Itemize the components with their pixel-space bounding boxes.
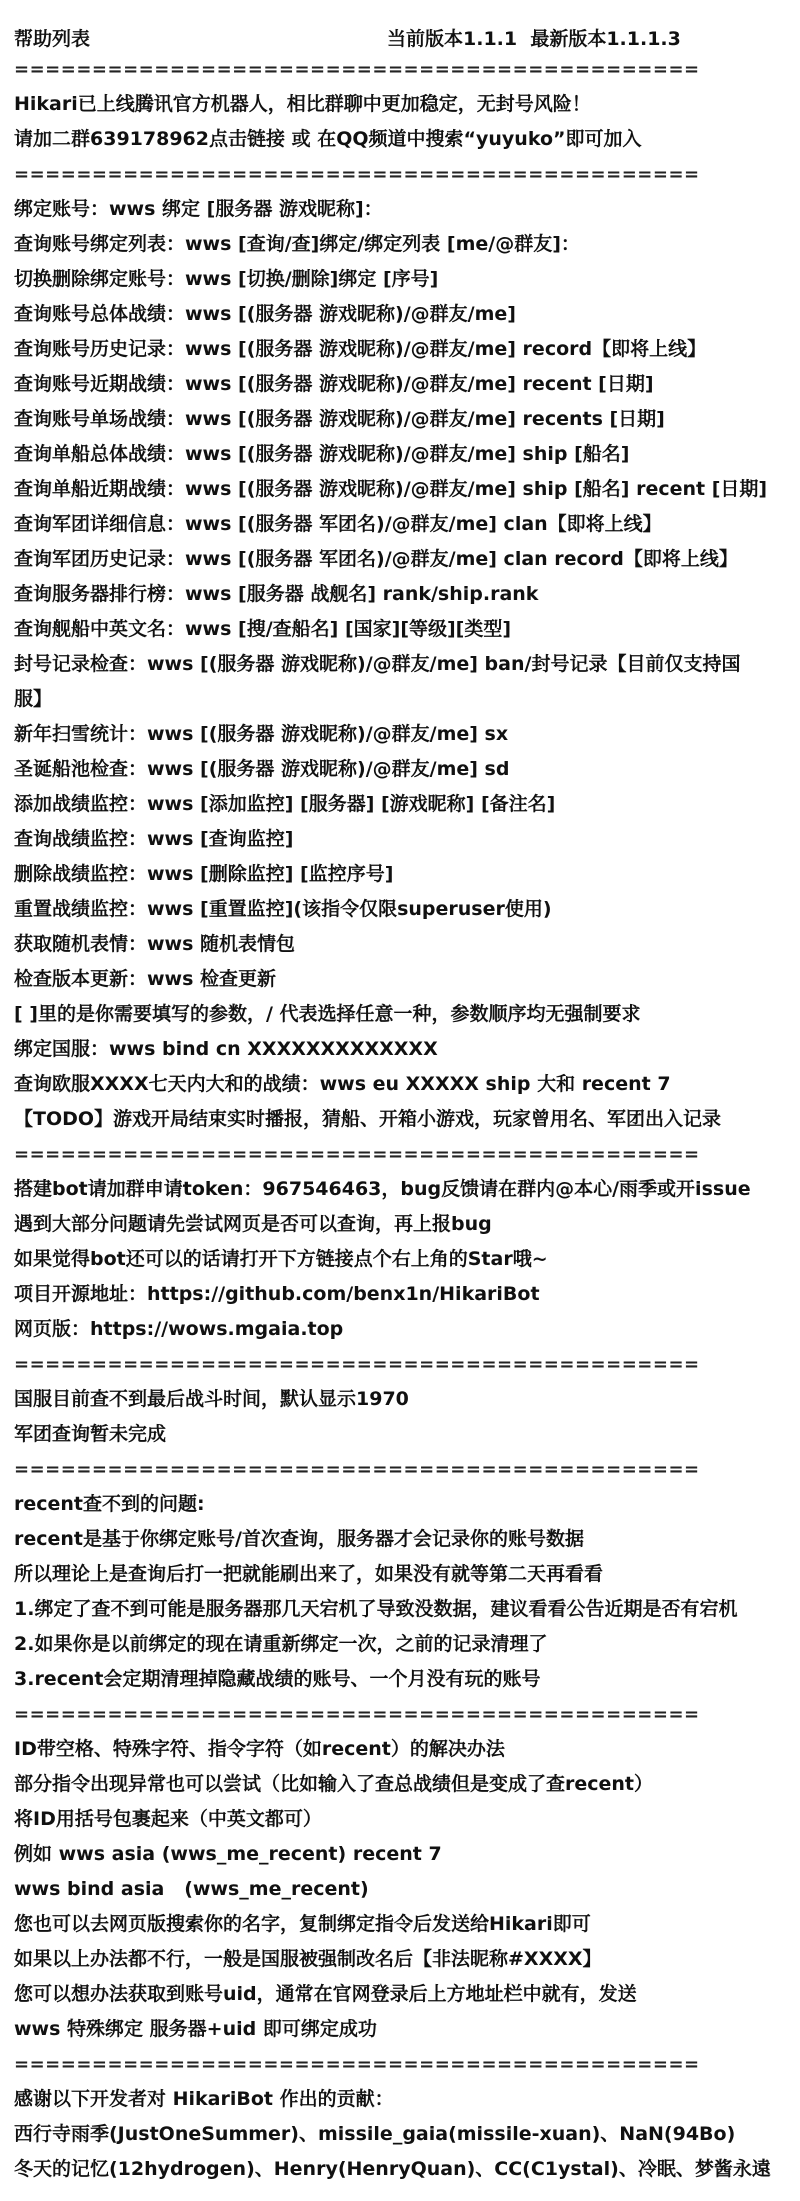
help-line: 重置战绩监控：wws [重置监控](该指令仅限superuser使用) bbox=[14, 898, 552, 920]
help-content bbox=[14, 52, 794, 2187]
help-line: [ ]里的是你需要填写的参数，/ 代表选择任意一种，参数顺序均无强制要求 bbox=[14, 1003, 641, 1025]
help-line: 查询账号单场战绩：wws [(服务器 游戏昵称)/@群友/me] recents [日期] bbox=[14, 408, 665, 430]
help-line: 3.recent会定期清理掉隐藏战绩的账号、一个月没有玩的账号 bbox=[14, 1668, 541, 1690]
help-line: wws bind asia (wws_me_recent) bbox=[14, 1878, 369, 1900]
help-line: 绑定账号：wws 绑定 [服务器 游戏昵称]： bbox=[14, 198, 383, 220]
help-line: 获取随机表情：wws 随机表情包 bbox=[14, 933, 296, 955]
help-line: 请加二群639178962点击链接 或 在QQ频道中搜索“yuyuko”即可加入 bbox=[14, 128, 642, 150]
help-line: 服】 bbox=[14, 688, 53, 710]
help-line: 查询舰船中英文名：wws [搜/查船名] [国家][等级][类型] bbox=[14, 618, 512, 640]
separator-line: ============================================ bbox=[14, 1354, 700, 1375]
help-line: 封号记录检查：wws [(服务器 游戏昵称)/@群友/me] ban/封号记录【目前仅支持国 bbox=[14, 653, 741, 675]
separator-line: ============================================ bbox=[14, 59, 700, 80]
help-line: 查询单船总体战绩：wws [(服务器 游戏昵称)/@群友/me] ship [船名] bbox=[14, 443, 630, 465]
help-line: 感谢以下开发者对 HikariBot 作出的贡献： bbox=[14, 2088, 394, 2110]
separator-line: ============================================ bbox=[14, 164, 700, 185]
help-line: 查询账号历史记录：wws [(服务器 游戏昵称)/@群友/me] record【即将上线】 bbox=[14, 338, 707, 360]
help-line: 您也可以去网页版搜索你的名字，复制绑定指令后发送给Hikari即可 bbox=[14, 1913, 591, 1935]
help-line: 冬天的记忆(12hydrogen)、Henry(HenryQuan)、CC(C1ystal)、冷眠、梦酱永遠 bbox=[14, 2158, 771, 2180]
help-line: 1.绑定了查不到可能是服务器那几天宕机了导致没数据，建议看看公告近期是否有宕机 bbox=[14, 1598, 738, 1620]
separator-line: ============================================ bbox=[14, 1704, 700, 1725]
help-line: 添加战绩监控：wws [添加监控] [服务器] [游戏昵称] [备注名] bbox=[14, 793, 556, 815]
help-line: 例如 wws asia (wws_me_recent) recent 7 bbox=[14, 1843, 442, 1865]
help-line: 查询账号总体战绩：wws [(服务器 游戏昵称)/@群友/me] bbox=[14, 303, 516, 325]
help-line: 查询战绩监控：wws [查询监控] bbox=[14, 828, 294, 850]
page-title: 帮助列表 bbox=[14, 28, 91, 50]
separator-line: ============================================ bbox=[14, 1144, 700, 1165]
help-line: 查询欧服XXXX七天内大和的战绩：wws eu XXXXX ship 大和 recent 7 bbox=[14, 1073, 671, 1095]
help-line: 新年扫雪统计：wws [(服务器 游戏昵称)/@群友/me] sx bbox=[14, 723, 509, 745]
help-line: 绑定国服：wws bind cn XXXXXXXXXXXXX bbox=[14, 1038, 438, 1060]
help-line: 2.如果你是以前绑定的现在请重新绑定一次，之前的记录清理了 bbox=[14, 1633, 548, 1655]
separator-line: ============================================ bbox=[14, 1459, 700, 1480]
help-line: Hikari已上线腾讯官方机器人，相比群聊中更加稳定，无封号风险！ bbox=[14, 93, 591, 115]
help-line: 如果觉得bot还可以的话请打开下方链接点个右上角的Star哦~ bbox=[14, 1248, 548, 1270]
help-line: 部分指令出现异常也可以尝试（比如输入了查总战绩但是变成了查recent） bbox=[14, 1773, 654, 1795]
help-line: ID带空格、特殊字符、指令字符（如recent）的解决办法 bbox=[14, 1738, 505, 1760]
help-line: 查询账号绑定列表：wws [查询/查]绑定/绑定列表 [me/@群友]： bbox=[14, 233, 580, 255]
separator-line: ============================================ bbox=[14, 2054, 700, 2075]
help-line: 查询账号近期战绩：wws [(服务器 游戏昵称)/@群友/me] recent [日期] bbox=[14, 373, 654, 395]
version-info: 当前版本1.1.1 最新版本1.1.1.3 bbox=[387, 28, 681, 50]
help-line: 删除战绩监控：wws [删除监控] [监控序号] bbox=[14, 863, 394, 885]
help-line: 检查版本更新：wws 检查更新 bbox=[14, 968, 277, 990]
help-line: 查询军团历史记录：wws [(服务器 军团名)/@群友/me] clan record【即将上线】 bbox=[14, 548, 738, 570]
help-line: 所以理论上是查询后打一把就能刷出来了，如果没有就等第二天再看看 bbox=[14, 1563, 604, 1585]
help-line: 搭建bot请加群申请token：967546463，bug反馈请在群内@本心/雨季或开issue bbox=[14, 1178, 751, 1200]
help-line: 西行寺雨季(JustOneSummer)、missile_gaia(missile-xuan)、NaN(94Bo) bbox=[14, 2123, 736, 2145]
help-line: 切换删除绑定账号：wws [切换/删除]绑定 [序号] bbox=[14, 268, 439, 290]
help-line: 网页版：https://wows.mgaia.top bbox=[14, 1318, 344, 1340]
help-line: 军团查询暂未完成 bbox=[14, 1423, 167, 1445]
help-header bbox=[14, 24, 794, 52]
help-line: 查询服务器排行榜：wws [服务器 战舰名] rank/ship.rank bbox=[14, 583, 539, 605]
help-line: 您可以想办法获取到账号uid，通常在官网登录后上方地址栏中就有，发送 bbox=[14, 1983, 637, 2005]
help-line: 查询单船近期战绩：wws [(服务器 游戏昵称)/@群友/me] ship [船名] recent [日期] bbox=[14, 478, 768, 500]
help-line: wws 特殊绑定 服务器+uid 即可绑定成功 bbox=[14, 2018, 377, 2040]
help-line: recent是基于你绑定账号/首次查询，服务器才会记录你的账号数据 bbox=[14, 1528, 584, 1550]
help-line: 国服目前查不到最后战斗时间，默认显示1970 bbox=[14, 1388, 409, 1410]
help-line: 圣诞船池检查：wws [(服务器 游戏昵称)/@群友/me] sd bbox=[14, 758, 510, 780]
help-line: 将ID用括号包裹起来（中英文都可） bbox=[14, 1808, 322, 1830]
help-line: 如果以上办法都不行，一般是国服被强制改名后【非法昵称#XXXX】 bbox=[14, 1948, 602, 1970]
help-line: 项目开源地址：https://github.com/benx1n/HikariBot bbox=[14, 1283, 540, 1305]
help-line: recent查不到的问题: bbox=[14, 1493, 205, 1515]
help-line: 【TODO】游戏开局结束实时播报，猜船、开箱小游戏，玩家曾用名、军团出入记录 bbox=[14, 1108, 722, 1130]
help-line: 查询军团详细信息：wws [(服务器 军团名)/@群友/me] clan【即将上线】 bbox=[14, 513, 662, 535]
help-line: 遇到大部分问题请先尝试网页是否可以查询，再上报bug bbox=[14, 1213, 492, 1235]
